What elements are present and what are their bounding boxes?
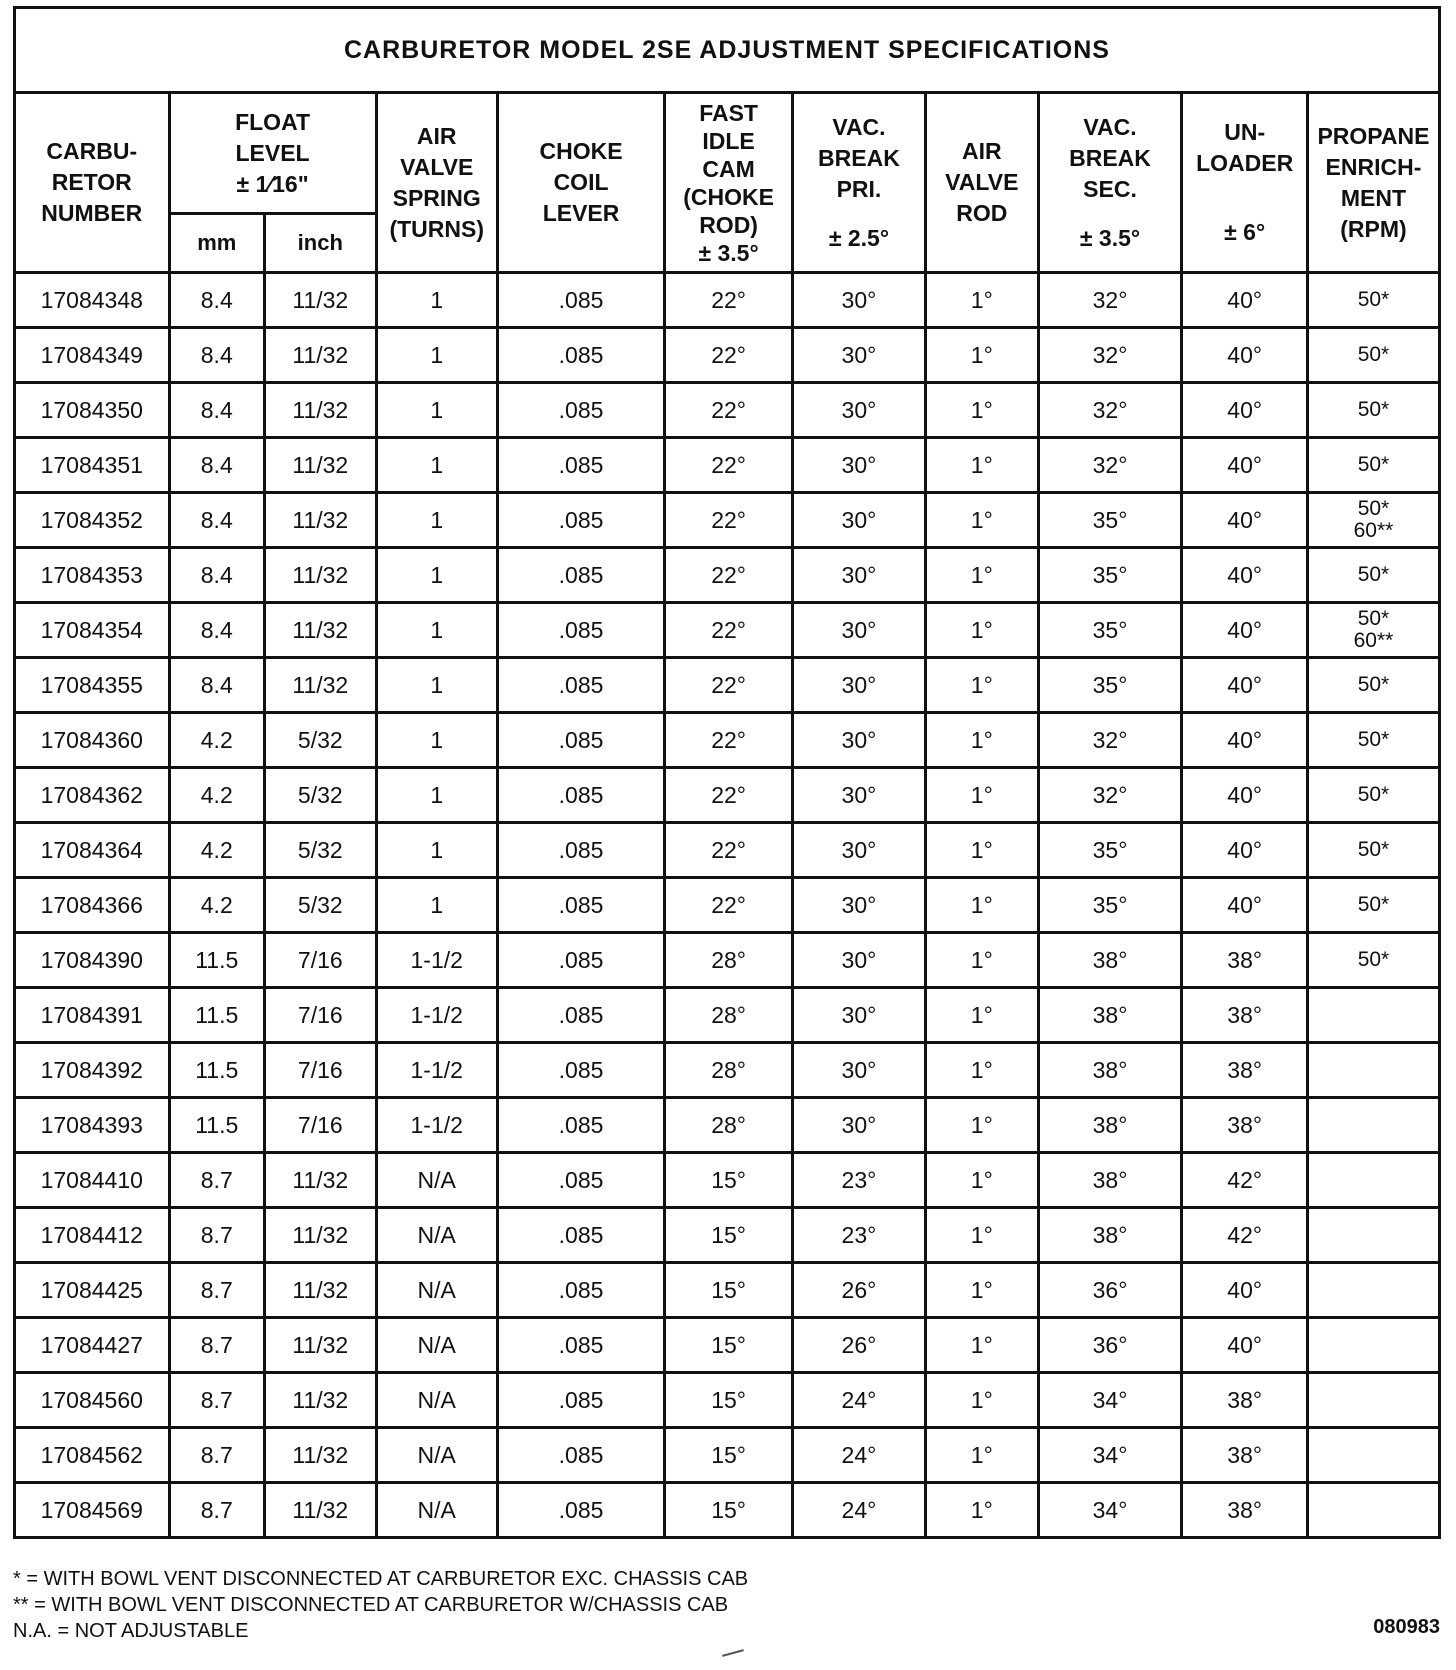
cell-float-inch: 11/32 [265, 438, 377, 493]
header-choke-coil-lever: CHOKE COIL LEVER [497, 93, 664, 273]
cell-unloader: 42° [1182, 1153, 1308, 1208]
cell-carburetor-number: 17084354 [15, 603, 170, 658]
cell-unloader: 40° [1182, 878, 1308, 933]
cell-vac-break-pri: 23° [792, 1208, 925, 1263]
cell-unloader: 38° [1182, 1098, 1308, 1153]
cell-vac-break-sec: 38° [1038, 933, 1182, 988]
cell-float-inch: 11/32 [265, 1263, 377, 1318]
cell-fast-idle-cam: 22° [665, 658, 793, 713]
cell-air-valve-rod: 1° [925, 658, 1038, 713]
cell-air-valve-spring: 1 [376, 713, 497, 768]
cell-vac-break-sec: 35° [1038, 658, 1182, 713]
table-title: CARBURETOR MODEL 2SE ADJUSTMENT SPECIFICATIONS [15, 8, 1440, 93]
cell-unloader: 40° [1182, 328, 1308, 383]
cell-vac-break-pri: 30° [792, 383, 925, 438]
table-row [15, 713, 1440, 768]
cell-carburetor-number: 17084351 [15, 438, 170, 493]
cell-float-inch: 7/16 [265, 933, 377, 988]
cell-choke-coil-lever: .085 [497, 1098, 664, 1153]
footnote-double-star: ** = WITH BOWL VENT DISCONNECTED AT CARBURETOR W/CHASSIS CAB [13, 1594, 729, 1616]
cell-propane-enrichment: 50* [1307, 328, 1439, 383]
cell-choke-coil-lever: .085 [497, 1318, 664, 1373]
cell-vac-break-pri: 30° [792, 328, 925, 383]
table-row [15, 1428, 1440, 1483]
cell-float-inch: 5/32 [265, 823, 377, 878]
cell-fast-idle-cam: 28° [665, 1098, 793, 1153]
cell-air-valve-spring: 1 [376, 658, 497, 713]
table-row [15, 383, 1440, 438]
cell-float-inch: 11/32 [265, 273, 377, 328]
cell-float-mm: 4.2 [169, 713, 264, 768]
cell-unloader: 38° [1182, 1043, 1308, 1098]
cell-air-valve-spring: N/A [376, 1153, 497, 1208]
cell-float-mm: 8.7 [169, 1263, 264, 1318]
cell-air-valve-spring: 1 [376, 548, 497, 603]
header-propane-enrichment: PROPANE ENRICH- MENT (RPM) [1307, 93, 1439, 273]
cell-fast-idle-cam: 15° [665, 1263, 793, 1318]
cell-fast-idle-cam: 15° [665, 1153, 793, 1208]
cell-choke-coil-lever: .085 [497, 1373, 664, 1428]
cell-air-valve-rod: 1° [925, 823, 1038, 878]
cell-air-valve-spring: N/A [376, 1428, 497, 1483]
cell-choke-coil-lever: .085 [497, 768, 664, 823]
cell-air-valve-rod: 1° [925, 1318, 1038, 1373]
cell-fast-idle-cam: 22° [665, 878, 793, 933]
cell-choke-coil-lever: .085 [497, 878, 664, 933]
header-vac-break-pri: VAC. BREAK PRI. ± 2.5° [792, 93, 925, 273]
cell-air-valve-spring: 1-1/2 [376, 988, 497, 1043]
cell-vac-break-pri: 30° [792, 603, 925, 658]
cell-fast-idle-cam: 28° [665, 1043, 793, 1098]
cell-float-inch: 11/32 [265, 383, 377, 438]
table-row [15, 1373, 1440, 1428]
cell-choke-coil-lever: .085 [497, 1208, 664, 1263]
cell-vac-break-sec: 34° [1038, 1373, 1182, 1428]
cell-choke-coil-lever: .085 [497, 328, 664, 383]
cell-fast-idle-cam: 22° [665, 603, 793, 658]
cell-fast-idle-cam: 28° [665, 988, 793, 1043]
table-row [15, 273, 1440, 328]
cell-vac-break-pri: 30° [792, 878, 925, 933]
cell-vac-break-sec: 38° [1038, 1153, 1182, 1208]
cell-unloader: 40° [1182, 823, 1308, 878]
cell-carburetor-number: 17084392 [15, 1043, 170, 1098]
cell-fast-idle-cam: 22° [665, 823, 793, 878]
cell-air-valve-rod: 1° [925, 768, 1038, 823]
cell-float-mm: 8.4 [169, 603, 264, 658]
cell-float-inch: 7/16 [265, 1098, 377, 1153]
cell-float-inch: 11/32 [265, 1428, 377, 1483]
cell-choke-coil-lever: .085 [497, 1153, 664, 1208]
cell-propane-enrichment [1307, 1208, 1439, 1263]
table-row [15, 933, 1440, 988]
cell-vac-break-sec: 35° [1038, 823, 1182, 878]
scan-mark [722, 1649, 744, 1657]
cell-carburetor-number: 17084350 [15, 383, 170, 438]
cell-choke-coil-lever: .085 [497, 1483, 664, 1538]
cell-float-mm: 11.5 [169, 988, 264, 1043]
header-unloader: UN- LOADER ± 6° [1182, 93, 1308, 273]
cell-float-mm: 8.7 [169, 1373, 264, 1428]
cell-unloader: 40° [1182, 658, 1308, 713]
cell-air-valve-spring: N/A [376, 1208, 497, 1263]
table-row [15, 328, 1440, 383]
cell-propane-enrichment: 50* [1307, 548, 1439, 603]
cell-float-inch: 11/32 [265, 1208, 377, 1263]
cell-choke-coil-lever: .085 [497, 438, 664, 493]
cell-unloader: 38° [1182, 988, 1308, 1043]
cell-unloader: 40° [1182, 1263, 1308, 1318]
cell-float-inch: 11/32 [265, 493, 377, 548]
cell-propane-enrichment [1307, 988, 1439, 1043]
cell-propane-enrichment: 50* 60** [1307, 603, 1439, 658]
cell-air-valve-rod: 1° [925, 548, 1038, 603]
cell-fast-idle-cam: 15° [665, 1483, 793, 1538]
cell-unloader: 38° [1182, 1373, 1308, 1428]
table-row [15, 1208, 1440, 1263]
cell-float-mm: 4.2 [169, 878, 264, 933]
cell-air-valve-spring: 1 [376, 438, 497, 493]
cell-float-inch: 11/32 [265, 548, 377, 603]
header-float-inch: inch [265, 214, 377, 273]
cell-propane-enrichment: 50* [1307, 768, 1439, 823]
cell-float-mm: 8.4 [169, 493, 264, 548]
cell-air-valve-spring: 1 [376, 823, 497, 878]
header-fast-idle-cam: FAST IDLE CAM (CHOKE ROD) ± 3.5° [665, 93, 793, 273]
cell-float-inch: 11/32 [265, 658, 377, 713]
cell-choke-coil-lever: .085 [497, 548, 664, 603]
cell-air-valve-spring: 1 [376, 768, 497, 823]
cell-choke-coil-lever: .085 [497, 1263, 664, 1318]
document-code: 080983 [1373, 1616, 1440, 1638]
table-row [15, 1318, 1440, 1373]
cell-vac-break-pri: 30° [792, 713, 925, 768]
cell-float-inch: 11/32 [265, 1373, 377, 1428]
cell-carburetor-number: 17084393 [15, 1098, 170, 1153]
cell-float-mm: 8.4 [169, 273, 264, 328]
cell-float-inch: 11/32 [265, 328, 377, 383]
cell-propane-enrichment: 50* [1307, 823, 1439, 878]
cell-float-mm: 8.4 [169, 328, 264, 383]
cell-vac-break-sec: 35° [1038, 878, 1182, 933]
spec-table [13, 6, 1441, 1539]
cell-air-valve-spring: 1 [376, 878, 497, 933]
table-row [15, 438, 1440, 493]
cell-air-valve-rod: 1° [925, 1428, 1038, 1483]
cell-vac-break-sec: 32° [1038, 328, 1182, 383]
cell-float-mm: 8.4 [169, 658, 264, 713]
cell-fast-idle-cam: 22° [665, 328, 793, 383]
cell-float-mm: 8.7 [169, 1483, 264, 1538]
cell-vac-break-sec: 35° [1038, 548, 1182, 603]
cell-carburetor-number: 17084425 [15, 1263, 170, 1318]
header-float-level: FLOAT LEVEL ± 1⁄16" [169, 93, 376, 214]
cell-air-valve-rod: 1° [925, 713, 1038, 768]
cell-air-valve-spring: N/A [376, 1263, 497, 1318]
cell-choke-coil-lever: .085 [497, 658, 664, 713]
cell-carburetor-number: 17084569 [15, 1483, 170, 1538]
cell-air-valve-spring: 1 [376, 273, 497, 328]
spec-sheet [13, 6, 1441, 1539]
cell-unloader: 42° [1182, 1208, 1308, 1263]
cell-vac-break-sec: 34° [1038, 1483, 1182, 1538]
cell-choke-coil-lever: .085 [497, 823, 664, 878]
cell-vac-break-sec: 32° [1038, 768, 1182, 823]
cell-air-valve-rod: 1° [925, 383, 1038, 438]
header-carburetor-number: CARBU- RETOR NUMBER [15, 93, 170, 273]
cell-vac-break-sec: 34° [1038, 1428, 1182, 1483]
cell-air-valve-rod: 1° [925, 1263, 1038, 1318]
cell-vac-break-sec: 32° [1038, 713, 1182, 768]
cell-air-valve-rod: 1° [925, 273, 1038, 328]
cell-air-valve-spring: N/A [376, 1373, 497, 1428]
cell-float-mm: 8.7 [169, 1428, 264, 1483]
cell-vac-break-pri: 30° [792, 493, 925, 548]
cell-air-valve-spring: N/A [376, 1483, 497, 1538]
cell-fast-idle-cam: 22° [665, 713, 793, 768]
cell-air-valve-spring: 1-1/2 [376, 1043, 497, 1098]
cell-carburetor-number: 17084366 [15, 878, 170, 933]
cell-carburetor-number: 17084348 [15, 273, 170, 328]
cell-carburetor-number: 17084360 [15, 713, 170, 768]
cell-propane-enrichment: 50* [1307, 713, 1439, 768]
cell-vac-break-pri: 30° [792, 658, 925, 713]
cell-fast-idle-cam: 28° [665, 933, 793, 988]
table-row [15, 823, 1440, 878]
cell-fast-idle-cam: 22° [665, 273, 793, 328]
cell-carburetor-number: 17084355 [15, 658, 170, 713]
cell-vac-break-pri: 30° [792, 438, 925, 493]
cell-float-mm: 8.7 [169, 1153, 264, 1208]
cell-carburetor-number: 17084352 [15, 493, 170, 548]
cell-float-mm: 11.5 [169, 933, 264, 988]
cell-float-mm: 8.7 [169, 1318, 264, 1373]
cell-vac-break-pri: 30° [792, 823, 925, 878]
cell-float-mm: 8.4 [169, 438, 264, 493]
cell-vac-break-sec: 35° [1038, 603, 1182, 658]
cell-air-valve-rod: 1° [925, 603, 1038, 658]
table-row [15, 878, 1440, 933]
cell-unloader: 40° [1182, 768, 1308, 823]
cell-choke-coil-lever: .085 [497, 1428, 664, 1483]
cell-air-valve-rod: 1° [925, 988, 1038, 1043]
cell-vac-break-pri: 30° [792, 1043, 925, 1098]
cell-float-inch: 11/32 [265, 1483, 377, 1538]
cell-air-valve-rod: 1° [925, 1153, 1038, 1208]
cell-vac-break-pri: 30° [792, 988, 925, 1043]
cell-air-valve-spring: 1 [376, 493, 497, 548]
cell-unloader: 40° [1182, 383, 1308, 438]
cell-air-valve-spring: 1 [376, 328, 497, 383]
cell-fast-idle-cam: 15° [665, 1373, 793, 1428]
cell-air-valve-rod: 1° [925, 878, 1038, 933]
cell-unloader: 38° [1182, 933, 1308, 988]
cell-carburetor-number: 17084427 [15, 1318, 170, 1373]
table-row [15, 658, 1440, 713]
cell-fast-idle-cam: 15° [665, 1428, 793, 1483]
cell-vac-break-pri: 30° [792, 768, 925, 823]
cell-propane-enrichment: 50* [1307, 438, 1439, 493]
cell-float-mm: 11.5 [169, 1043, 264, 1098]
cell-float-inch: 7/16 [265, 1043, 377, 1098]
cell-air-valve-rod: 1° [925, 493, 1038, 548]
cell-vac-break-sec: 38° [1038, 1098, 1182, 1153]
cell-fast-idle-cam: 22° [665, 493, 793, 548]
cell-air-valve-rod: 1° [925, 1483, 1038, 1538]
cell-vac-break-pri: 26° [792, 1318, 925, 1373]
cell-vac-break-pri: 30° [792, 933, 925, 988]
cell-vac-break-pri: 24° [792, 1373, 925, 1428]
cell-choke-coil-lever: .085 [497, 383, 664, 438]
cell-vac-break-sec: 36° [1038, 1263, 1182, 1318]
table-row [15, 1483, 1440, 1538]
table-row [15, 603, 1440, 658]
cell-vac-break-sec: 35° [1038, 493, 1182, 548]
cell-vac-break-sec: 38° [1038, 988, 1182, 1043]
cell-fast-idle-cam: 15° [665, 1208, 793, 1263]
cell-carburetor-number: 17084364 [15, 823, 170, 878]
cell-carburetor-number: 17084391 [15, 988, 170, 1043]
cell-vac-break-sec: 38° [1038, 1043, 1182, 1098]
cell-float-inch: 7/16 [265, 988, 377, 1043]
cell-air-valve-rod: 1° [925, 933, 1038, 988]
cell-fast-idle-cam: 22° [665, 548, 793, 603]
cell-float-inch: 11/32 [265, 1318, 377, 1373]
cell-vac-break-pri: 26° [792, 1263, 925, 1318]
cell-unloader: 40° [1182, 438, 1308, 493]
cell-propane-enrichment [1307, 1318, 1439, 1373]
cell-choke-coil-lever: .085 [497, 273, 664, 328]
cell-vac-break-pri: 24° [792, 1483, 925, 1538]
table-row [15, 1098, 1440, 1153]
cell-float-mm: 4.2 [169, 768, 264, 823]
cell-air-valve-spring: 1 [376, 383, 497, 438]
cell-propane-enrichment: 50* [1307, 933, 1439, 988]
cell-choke-coil-lever: .085 [497, 933, 664, 988]
cell-carburetor-number: 17084349 [15, 328, 170, 383]
cell-float-inch: 5/32 [265, 768, 377, 823]
table-row [15, 1153, 1440, 1208]
cell-unloader: 40° [1182, 603, 1308, 658]
cell-fast-idle-cam: 22° [665, 383, 793, 438]
cell-carburetor-number: 17084412 [15, 1208, 170, 1263]
cell-air-valve-rod: 1° [925, 1043, 1038, 1098]
table-row [15, 1043, 1440, 1098]
cell-vac-break-sec: 32° [1038, 438, 1182, 493]
cell-fast-idle-cam: 22° [665, 768, 793, 823]
table-row [15, 1263, 1440, 1318]
cell-fast-idle-cam: 22° [665, 438, 793, 493]
cell-vac-break-pri: 30° [792, 1098, 925, 1153]
table-row [15, 493, 1440, 548]
header-air-valve-rod: AIR VALVE ROD [925, 93, 1038, 273]
cell-vac-break-pri: 30° [792, 273, 925, 328]
cell-propane-enrichment [1307, 1263, 1439, 1318]
cell-propane-enrichment [1307, 1153, 1439, 1208]
cell-propane-enrichment: 50* [1307, 878, 1439, 933]
cell-float-mm: 8.7 [169, 1208, 264, 1263]
cell-float-mm: 8.4 [169, 383, 264, 438]
header-vac-break-sec: VAC. BREAK SEC. ± 3.5° [1038, 93, 1182, 273]
cell-float-mm: 11.5 [169, 1098, 264, 1153]
cell-unloader: 40° [1182, 273, 1308, 328]
cell-carburetor-number: 17084562 [15, 1428, 170, 1483]
cell-propane-enrichment: 50* 60** [1307, 493, 1439, 548]
cell-float-inch: 11/32 [265, 603, 377, 658]
footnote-na: N.A. = NOT ADJUSTABLE [13, 1620, 249, 1642]
cell-air-valve-rod: 1° [925, 438, 1038, 493]
cell-propane-enrichment [1307, 1043, 1439, 1098]
cell-vac-break-sec: 36° [1038, 1318, 1182, 1373]
cell-float-inch: 5/32 [265, 878, 377, 933]
cell-vac-break-pri: 23° [792, 1153, 925, 1208]
cell-choke-coil-lever: .085 [497, 1043, 664, 1098]
cell-carburetor-number: 17084390 [15, 933, 170, 988]
cell-carburetor-number: 17084410 [15, 1153, 170, 1208]
cell-fast-idle-cam: 15° [665, 1318, 793, 1373]
cell-propane-enrichment: 50* [1307, 383, 1439, 438]
cell-propane-enrichment [1307, 1098, 1439, 1153]
footnote-single-star: * = WITH BOWL VENT DISCONNECTED AT CARBURETOR EXC. CHASSIS CAB [13, 1568, 749, 1590]
cell-unloader: 40° [1182, 548, 1308, 603]
cell-unloader: 38° [1182, 1428, 1308, 1483]
table-row [15, 768, 1440, 823]
cell-air-valve-rod: 1° [925, 328, 1038, 383]
cell-carburetor-number: 17084353 [15, 548, 170, 603]
cell-float-inch: 11/32 [265, 1153, 377, 1208]
cell-carburetor-number: 17084560 [15, 1373, 170, 1428]
cell-air-valve-rod: 1° [925, 1373, 1038, 1428]
cell-propane-enrichment [1307, 1373, 1439, 1428]
cell-unloader: 40° [1182, 713, 1308, 768]
cell-air-valve-rod: 1° [925, 1208, 1038, 1263]
cell-air-valve-spring: 1 [376, 603, 497, 658]
cell-vac-break-sec: 32° [1038, 383, 1182, 438]
cell-propane-enrichment [1307, 1483, 1439, 1538]
cell-choke-coil-lever: .085 [497, 603, 664, 658]
table-body [15, 273, 1440, 1538]
cell-carburetor-number: 17084362 [15, 768, 170, 823]
cell-air-valve-spring: N/A [376, 1318, 497, 1373]
cell-air-valve-rod: 1° [925, 1098, 1038, 1153]
cell-float-inch: 5/32 [265, 713, 377, 768]
cell-choke-coil-lever: .085 [497, 713, 664, 768]
cell-choke-coil-lever: .085 [497, 493, 664, 548]
cell-air-valve-spring: 1-1/2 [376, 1098, 497, 1153]
cell-propane-enrichment: 50* [1307, 658, 1439, 713]
cell-float-mm: 4.2 [169, 823, 264, 878]
header-float-mm: mm [169, 214, 264, 273]
table-row [15, 988, 1440, 1043]
header-air-valve-spring: AIR VALVE SPRING (TURNS) [376, 93, 497, 273]
footnotes [13, 1566, 748, 1644]
table-row [15, 548, 1440, 603]
cell-vac-break-pri: 24° [792, 1428, 925, 1483]
cell-float-mm: 8.4 [169, 548, 264, 603]
cell-propane-enrichment [1307, 1428, 1439, 1483]
cell-unloader: 40° [1182, 1318, 1308, 1373]
cell-vac-break-pri: 30° [792, 548, 925, 603]
cell-choke-coil-lever: .085 [497, 988, 664, 1043]
cell-unloader: 40° [1182, 493, 1308, 548]
cell-air-valve-spring: 1-1/2 [376, 933, 497, 988]
cell-vac-break-sec: 38° [1038, 1208, 1182, 1263]
cell-unloader: 38° [1182, 1483, 1308, 1538]
cell-vac-break-sec: 32° [1038, 273, 1182, 328]
cell-propane-enrichment: 50* [1307, 273, 1439, 328]
